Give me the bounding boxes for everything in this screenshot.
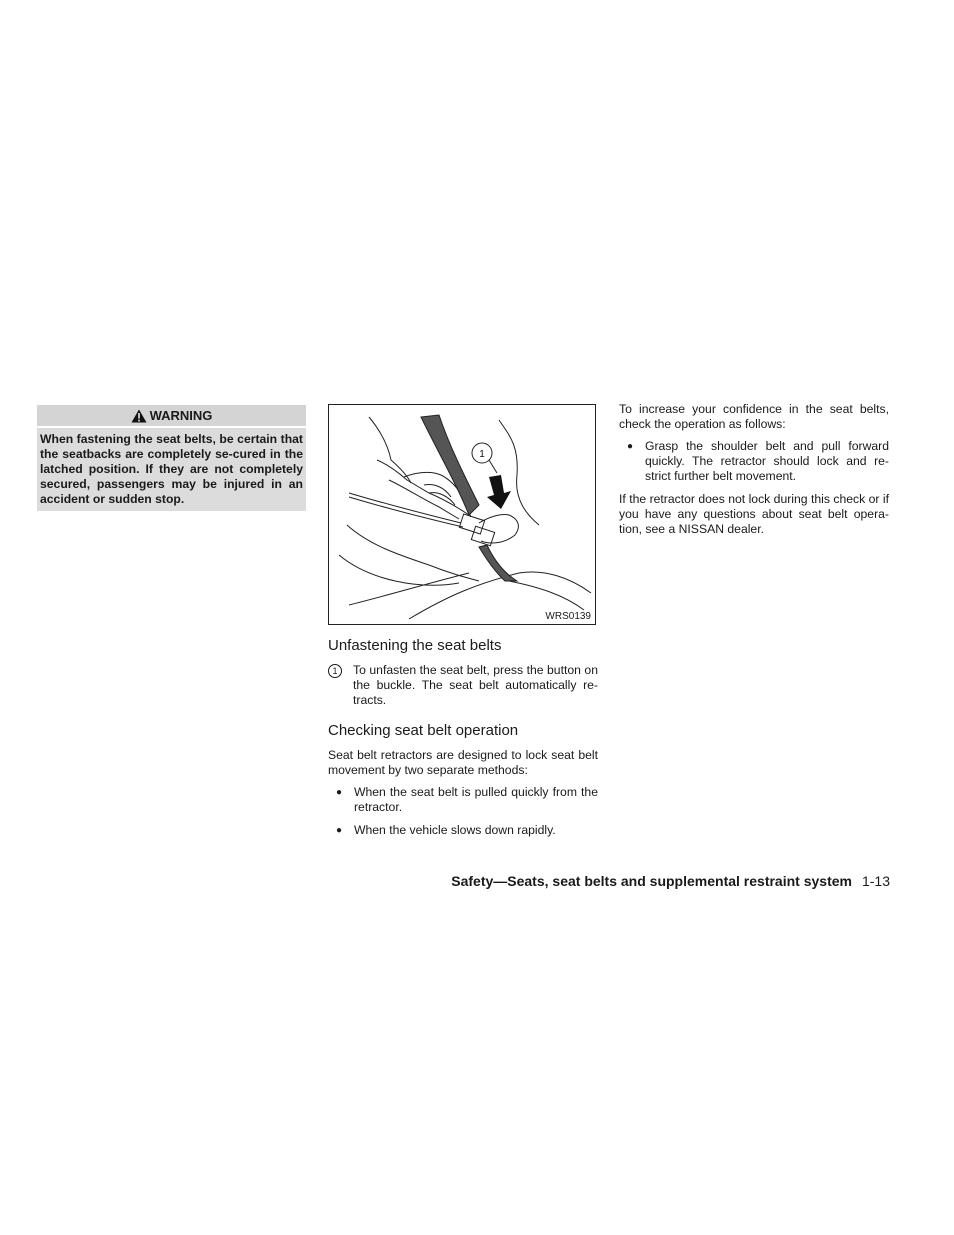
- unfastening-step-text: To unfasten the seat belt, press the button on the buckle. The seat belt automatically re-tracts.: [353, 663, 598, 707]
- right-column: [619, 402, 889, 544]
- figure-callout-1: 1: [479, 449, 485, 460]
- unfastening-heading: Unfastening the seat belts: [328, 637, 502, 654]
- unfastening-step: [328, 663, 598, 708]
- seat-belt-illustration: [328, 404, 596, 625]
- checking-intro: Seat belt retractors are designed to lock seat belt movement by two separate methods:: [328, 748, 598, 777]
- list-item: [619, 439, 889, 484]
- list-item-text: When the vehicle slows down rapidly.: [354, 823, 556, 837]
- bullet-icon: ●: [336, 825, 343, 836]
- step-number-1: 1: [328, 664, 342, 678]
- warning-text: When fastening the seat belts, be certain that the seatbacks are completely se-cured in the latched position. If they are not completely secured, passengers may be injured in an accident or sudden stop.: [37, 428, 306, 511]
- middle-column: [328, 404, 598, 846]
- warning-header: [37, 405, 306, 426]
- confidence-intro: To increase your confidence in the seat belts, check the operation as follows:: [619, 402, 889, 431]
- page-number: 1-13: [861, 873, 890, 889]
- list-item: [328, 823, 598, 838]
- confidence-closing: If the retractor does not lock during this check or if you have any questions about seat belt opera-tion, see a NISSAN dealer.: [619, 492, 889, 536]
- list-item-text: When the seat belt is pulled quickly from the retractor.: [354, 785, 598, 814]
- figure-code: WRS0139: [545, 611, 591, 622]
- bullet-icon: ●: [336, 787, 343, 798]
- checking-heading: Checking seat belt operation: [328, 722, 519, 739]
- checking-bullet-list: [328, 785, 598, 838]
- page-footer: [300, 872, 890, 890]
- confidence-bullet-list: [619, 439, 889, 484]
- warning-box: [37, 405, 306, 511]
- bullet-icon: ●: [627, 441, 634, 452]
- warning-triangle-icon: [131, 409, 147, 423]
- list-item-text: Grasp the shoulder belt and pull forward quickly. The retractor should lock and re-strict further belt movement.: [645, 439, 889, 483]
- buckle-illustration-drawing: [329, 405, 595, 624]
- footer-section-title: Safety—Seats, seat belts and supplemental restraint system: [451, 873, 852, 889]
- list-item: [328, 785, 598, 815]
- warning-title: WARNING: [149, 408, 213, 423]
